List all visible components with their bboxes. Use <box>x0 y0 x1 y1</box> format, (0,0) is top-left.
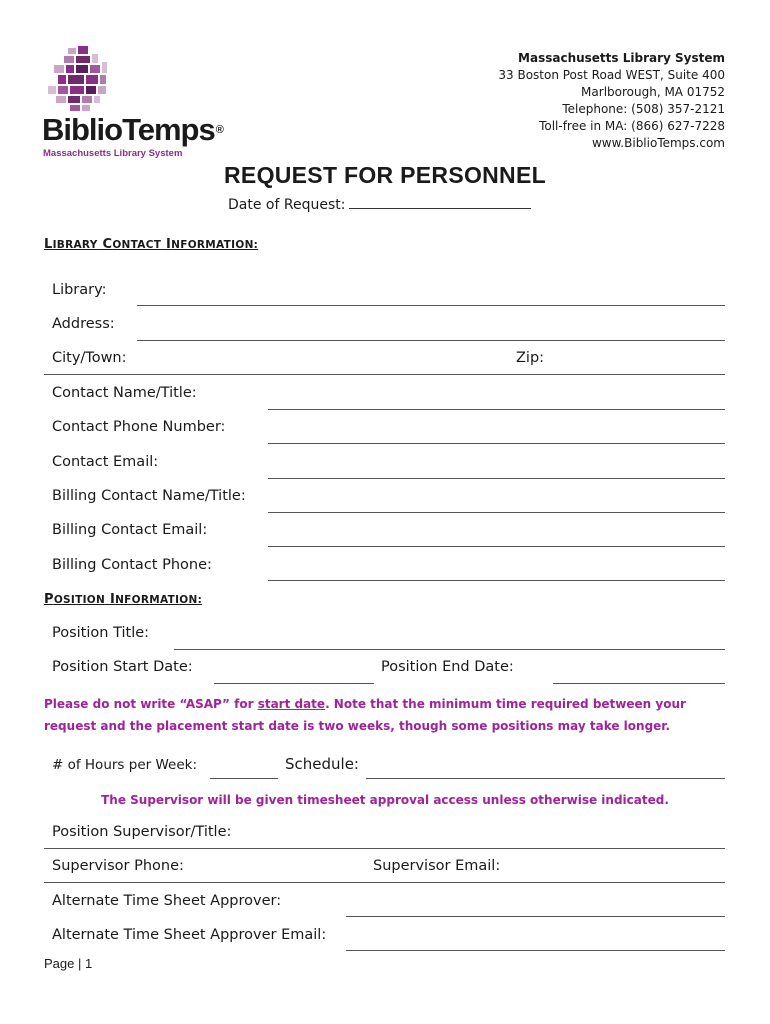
supervisor-phone-label: Supervisor Phone: <box>52 858 184 874</box>
alt-approver-label: Alternate Time Sheet Approver: <box>52 893 282 909</box>
start-date-field[interactable] <box>214 683 374 684</box>
zip-label: Zip: <box>516 350 545 366</box>
billing-name-field[interactable] <box>268 512 725 513</box>
billing-phone-field[interactable] <box>268 580 725 581</box>
bibliotemps-logo <box>42 44 222 162</box>
contact-phone-label: Contact Phone Number: <box>52 419 226 435</box>
contact-phone-field[interactable] <box>268 443 725 444</box>
end-date-field[interactable] <box>553 683 725 684</box>
registered-mark: ® <box>215 124 224 136</box>
org-name: Massachusetts Library System <box>518 51 725 65</box>
billing-email-label: Billing Contact Email: <box>52 522 208 538</box>
position-title-label: Position Title: <box>52 625 150 641</box>
website: www.BiblioTemps.com <box>591 136 725 150</box>
supervisor-title-field[interactable] <box>44 848 725 849</box>
city-label: City/Town: <box>52 350 127 366</box>
hours-field[interactable] <box>210 778 278 779</box>
contact-name-field[interactable] <box>268 409 725 410</box>
telephone: Telephone: (508) 357-2121 <box>562 102 725 116</box>
start-date-notice: Please do not write “ASAP” for start date. Note that the minimum time required between your request and the placement start date is two weeks, though some positions may take longer. <box>44 697 686 733</box>
city-zip-field[interactable] <box>44 374 725 375</box>
address-field[interactable] <box>137 340 725 341</box>
contact-name-label: Contact Name/Title: <box>52 385 197 401</box>
contact-email-label: Contact Email: <box>52 454 159 470</box>
logo-brand: BiblioTemps® <box>42 112 224 147</box>
contact-email-field[interactable] <box>268 478 725 479</box>
alt-approver-email-label: Alternate Time Sheet Approver Email: <box>52 927 327 943</box>
address-line-1: 33 Boston Post Road WEST, Suite 400 <box>498 68 725 82</box>
page-number: Page | 1 <box>44 956 93 971</box>
schedule-label: Schedule: <box>285 755 359 773</box>
date-of-request-field[interactable] <box>349 197 531 209</box>
billing-phone-label: Billing Contact Phone: <box>52 557 212 573</box>
billing-email-field[interactable] <box>268 546 725 547</box>
supervisor-title-label: Position Supervisor/Title: <box>52 824 232 840</box>
address-line-2: Marlborough, MA 01752 <box>581 85 725 99</box>
org-address-block <box>498 50 725 152</box>
end-date-label: Position End Date: <box>381 659 514 675</box>
date-of-request-label: Date of Request: <box>228 197 346 213</box>
position-title-field[interactable] <box>174 649 725 650</box>
address-label: Address: <box>52 316 115 332</box>
library-field[interactable] <box>137 305 725 306</box>
alt-approver-field[interactable] <box>346 916 725 917</box>
section-library-contact: LIBRARY CONTACT INFORMATION: <box>44 237 259 252</box>
start-date-label: Position Start Date: <box>52 659 193 675</box>
section-position-info: POSITION INFORMATION: <box>44 592 203 607</box>
alt-approver-email-field[interactable] <box>346 950 725 951</box>
logo-subtitle: Massachusetts Library System <box>43 148 183 159</box>
library-label: Library: <box>52 282 107 298</box>
hours-label: # of Hours per Week: <box>52 757 197 773</box>
tollfree: Toll-free in MA: (866) 627-7228 <box>539 119 725 133</box>
page-title: REQUEST FOR PERSONNEL <box>224 162 546 188</box>
billing-name-label: Billing Contact Name/Title: <box>52 488 246 504</box>
date-of-request <box>228 197 531 213</box>
logo-mosaic-icon <box>42 44 222 114</box>
supervisor-notice: The Supervisor will be given timesheet approval access unless otherwise indicated. <box>101 793 669 807</box>
supervisor-email-label: Supervisor Email: <box>373 858 501 874</box>
schedule-field[interactable] <box>366 778 725 779</box>
supervisor-contact-field[interactable] <box>44 882 725 883</box>
